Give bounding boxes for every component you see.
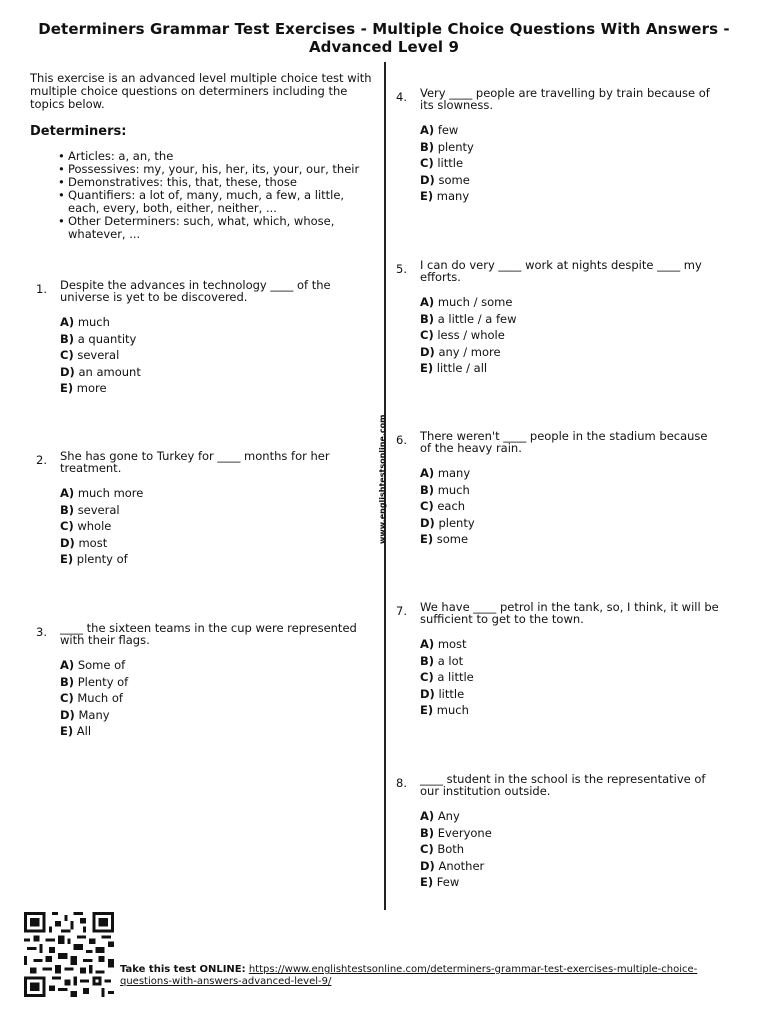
option-text: few <box>437 123 459 137</box>
option-b[interactable] <box>420 311 517 328</box>
option-letter: C) <box>60 691 74 706</box>
option-e[interactable] <box>60 380 141 397</box>
option-a[interactable] <box>420 294 517 311</box>
question-text: Despite the advances in technology ____ of the universe is yet to be discovered. <box>60 278 331 304</box>
question-number: 3. <box>36 625 47 639</box>
option-letter: E) <box>420 875 434 890</box>
question-text: She has gone to Turkey for ____ months for her treatment. <box>60 449 330 475</box>
option-text: each <box>437 499 466 514</box>
option-b[interactable] <box>420 825 492 842</box>
option-text: Everyone <box>437 825 492 840</box>
option-b[interactable] <box>420 139 474 156</box>
option-b[interactable] <box>420 482 475 499</box>
option-text: most <box>78 535 108 550</box>
option-e[interactable] <box>60 723 128 740</box>
option-text: plenty <box>437 139 474 154</box>
option-text: Few <box>436 875 460 890</box>
option-b[interactable] <box>60 502 143 519</box>
question-text: ____ student in the school is the representative of our institution outside. <box>420 772 706 798</box>
option-text: much more <box>77 486 144 500</box>
side-url-text: www.englishtestsonline.com <box>378 414 387 544</box>
question-number: 4. <box>396 90 407 104</box>
question-text: ____ the sixteen teams in the cup were represented with their flags. <box>60 621 357 647</box>
option-letter: D) <box>420 858 435 873</box>
option-letter: A) <box>60 486 75 500</box>
page-title: Determiners Grammar Test Exercises - Multiple Choice Questions With Answers - Advanced Level 9 <box>38 20 730 56</box>
option-text: Much of <box>77 691 123 706</box>
option-d[interactable] <box>420 686 474 703</box>
option-text: several <box>77 348 120 363</box>
option-text: little <box>438 686 465 701</box>
option-text: plenty <box>438 515 475 530</box>
option-text: some <box>438 172 470 187</box>
option-letter: C) <box>60 348 74 363</box>
question-number: 2. <box>36 453 47 467</box>
footer <box>120 964 720 988</box>
option-letter: C) <box>60 519 74 534</box>
option-text: much <box>436 703 469 718</box>
option-letter: E) <box>60 724 74 739</box>
option-text: All <box>76 724 92 739</box>
option-text: many <box>436 189 470 204</box>
determiners-list-item: • Quantifiers: a lot of, many, much, a few, a little, each, every, both, either, neither, ... <box>58 189 378 215</box>
option-text: more <box>76 381 107 396</box>
option-a[interactable] <box>60 314 141 331</box>
qr-code-icon[interactable] <box>24 912 114 997</box>
question-text: There weren't ____ people in the stadium because of the heavy rain. <box>420 429 708 455</box>
option-c[interactable] <box>420 155 474 172</box>
option-letter: C) <box>420 842 434 857</box>
option-letter: B) <box>60 331 75 346</box>
option-letter: B) <box>420 825 435 840</box>
option-letter: E) <box>420 703 434 718</box>
determiners-list <box>58 150 378 241</box>
option-letter: C) <box>420 670 434 685</box>
option-e[interactable] <box>420 531 475 548</box>
question-text: Very ____ people are travelling by train because of its slowness. <box>420 86 710 112</box>
options-list <box>420 294 517 377</box>
option-c[interactable] <box>60 347 141 364</box>
option-letter: E) <box>420 532 434 547</box>
option-a[interactable] <box>420 465 475 482</box>
option-d[interactable] <box>420 172 474 189</box>
option-e[interactable] <box>420 874 492 891</box>
option-text: an amount <box>78 364 141 379</box>
option-letter: C) <box>420 328 434 343</box>
option-c[interactable] <box>60 518 143 535</box>
options-list <box>60 485 143 568</box>
option-a[interactable] <box>60 657 128 674</box>
option-letter: B) <box>60 674 75 689</box>
option-letter: D) <box>60 535 75 550</box>
determiners-list-item: • Other Determiners: such, what, which, whose, whatever, ... <box>58 215 378 241</box>
determiners-list-item: • Possessives: my, your, his, her, its, your, our, their <box>58 163 378 176</box>
option-letter: A) <box>60 315 75 329</box>
option-text: a little / a few <box>437 311 517 326</box>
question-text: We have ____ petrol in the tank, so, I think, it will be sufficient to get to the town. <box>420 600 719 626</box>
option-c[interactable] <box>60 690 128 707</box>
option-a[interactable] <box>60 485 143 502</box>
option-text: Another <box>438 858 485 873</box>
option-letter: B) <box>420 653 435 668</box>
option-text: Any <box>437 809 460 823</box>
option-letter: C) <box>420 156 434 171</box>
option-letter: B) <box>420 311 435 326</box>
option-letter: E) <box>420 361 434 376</box>
test-online-link[interactable]: https://www.englishtestsonline.com/determiners-grammar-test-exercises-multiple-choice-questions-with-answers-advanced-level-9/ <box>120 964 698 987</box>
option-text: less / whole <box>437 328 505 343</box>
option-c[interactable] <box>420 841 492 858</box>
option-d[interactable] <box>420 858 492 875</box>
option-text: Plenty of <box>77 674 129 689</box>
option-text: most <box>437 637 467 651</box>
option-text: much / some <box>437 295 513 309</box>
option-text: much <box>437 482 470 497</box>
option-letter: D) <box>60 707 75 722</box>
option-e[interactable] <box>420 188 474 205</box>
option-text: a lot <box>437 653 464 668</box>
option-letter: D) <box>420 515 435 530</box>
question-number: 1. <box>36 282 47 296</box>
determiners-heading: Determiners: <box>30 124 127 139</box>
options-list <box>60 657 128 740</box>
question-number: 8. <box>396 776 407 790</box>
options-list <box>420 808 492 891</box>
option-letter: E) <box>60 381 74 396</box>
option-c[interactable] <box>420 327 517 344</box>
question-number: 5. <box>396 262 407 276</box>
option-text: several <box>77 502 120 517</box>
option-d[interactable] <box>420 515 475 532</box>
option-letter: E) <box>420 189 434 204</box>
option-letter: A) <box>420 295 435 309</box>
determiners-list-item: • Articles: a, an, the <box>58 150 378 163</box>
option-d[interactable] <box>60 364 141 381</box>
question-text: I can do very ____ work at nights despite ____ my efforts. <box>420 258 702 284</box>
option-b[interactable] <box>420 653 474 670</box>
option-d[interactable] <box>420 344 517 361</box>
question-number: 6. <box>396 433 407 447</box>
option-text: plenty of <box>76 552 128 567</box>
option-e[interactable] <box>60 551 143 568</box>
option-text: some <box>436 532 469 547</box>
option-text: many <box>437 466 471 480</box>
option-letter: D) <box>60 364 75 379</box>
option-text: much <box>77 315 110 329</box>
option-letter: D) <box>420 686 435 701</box>
option-text: little <box>437 156 464 171</box>
option-c[interactable] <box>420 498 475 515</box>
option-letter: E) <box>60 552 74 567</box>
option-c[interactable] <box>420 669 474 686</box>
option-text: whole <box>77 519 112 534</box>
footer-lead: Take this test ONLINE: <box>120 964 246 975</box>
option-b[interactable] <box>60 674 128 691</box>
option-e[interactable] <box>420 360 517 377</box>
option-letter: C) <box>420 499 434 514</box>
option-text: a little <box>437 670 474 685</box>
option-text: little / all <box>436 361 488 376</box>
option-letter: D) <box>420 172 435 187</box>
option-letter: A) <box>420 466 435 480</box>
option-letter: B) <box>420 482 435 497</box>
option-letter: A) <box>420 123 435 137</box>
option-b[interactable] <box>60 331 141 348</box>
option-letter: A) <box>60 658 75 672</box>
options-list <box>60 314 141 397</box>
option-text: a quantity <box>77 331 137 346</box>
option-text: Many <box>78 707 110 722</box>
option-d[interactable] <box>60 707 128 724</box>
option-text: Both <box>437 842 465 857</box>
option-letter: A) <box>420 809 435 823</box>
option-d[interactable] <box>60 535 143 552</box>
option-a[interactable] <box>420 808 492 825</box>
question-number: 7. <box>396 604 407 618</box>
option-letter: A) <box>420 637 435 651</box>
determiners-list-item: • Demonstratives: this, that, these, those <box>58 176 378 189</box>
option-a[interactable] <box>420 636 474 653</box>
intro-text: This exercise is an advanced level multiple choice test with multiple choice questions on determiners including the topics below. <box>30 71 372 111</box>
option-letter: D) <box>420 344 435 359</box>
option-a[interactable] <box>420 122 474 139</box>
option-letter: B) <box>60 502 75 517</box>
options-list <box>420 465 475 548</box>
option-text: Some of <box>77 658 126 672</box>
options-list <box>420 122 474 205</box>
option-letter: B) <box>420 139 435 154</box>
option-e[interactable] <box>420 702 474 719</box>
option-text: any / more <box>438 344 501 359</box>
options-list <box>420 636 474 719</box>
